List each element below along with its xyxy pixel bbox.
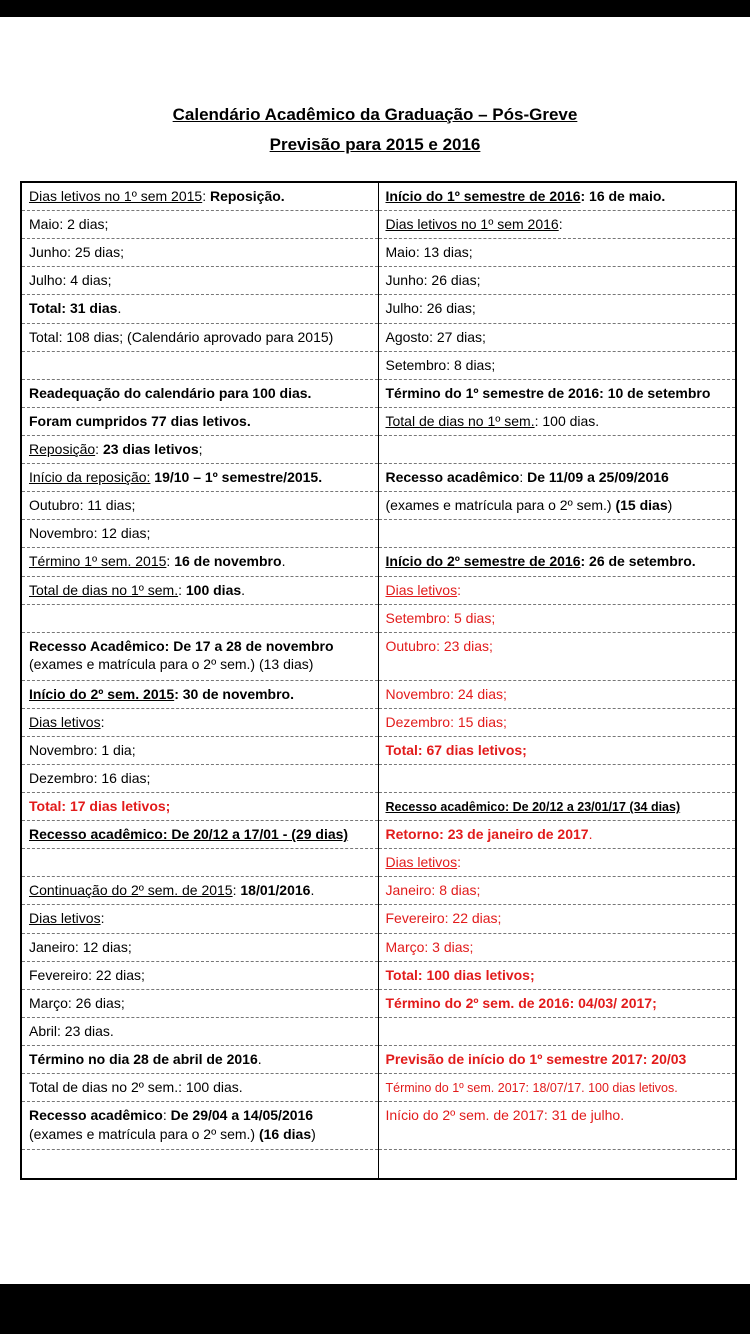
- table-row: [379, 239, 736, 267]
- row-line: [29, 685, 371, 704]
- cell-text: Total: 100 dias letivos;: [385, 966, 535, 983]
- cell-text: Junho: 25 dias;: [29, 244, 124, 261]
- row-line: [29, 440, 371, 459]
- table-row: [379, 183, 736, 211]
- cell-text: Dias letivos: [29, 713, 101, 730]
- row-line: [386, 713, 729, 732]
- row-line: [29, 966, 371, 985]
- row-line: [29, 1125, 371, 1144]
- row-line: [29, 713, 371, 732]
- bottom-bar: [0, 1284, 750, 1334]
- cell-text: Junho: 26 dias;: [385, 272, 481, 289]
- cell-text: Recesso acadêmico: [29, 1107, 163, 1124]
- cell-text: :: [232, 882, 241, 899]
- cell-text: Previsão de início do 1º semestre 2017: 20/03: [385, 1051, 687, 1068]
- cell-text: Total de dias no 2º sem.: 100 dias.: [29, 1079, 243, 1096]
- table-row: [22, 211, 378, 239]
- table-row: [379, 352, 736, 380]
- table-row: [379, 849, 736, 877]
- row-line: [386, 299, 729, 318]
- row-line: [29, 769, 371, 788]
- cell-text: Início do 2º sem. de 2017: 31 de julho.: [385, 1107, 625, 1124]
- row-line: [29, 187, 371, 206]
- cell-text: Total: 31 dias: [29, 300, 118, 317]
- cell-text: .: [117, 300, 122, 317]
- cell-text: 100 dias: [185, 581, 242, 598]
- table-row: [22, 183, 378, 211]
- cell-text: Dezembro: 15 dias;: [385, 713, 507, 730]
- row-line: [29, 655, 371, 674]
- cell-text: :: [162, 1107, 171, 1124]
- table-row: [22, 352, 378, 380]
- table-row: [379, 737, 736, 765]
- row-line: [29, 637, 371, 656]
- table-row: [22, 765, 378, 793]
- table-row: [379, 990, 736, 1018]
- row-line: [386, 581, 729, 600]
- table-row: [22, 408, 378, 436]
- table-row: [22, 548, 378, 576]
- cell-text: Término do 1º semestre de 2016: 10 de setembro: [385, 384, 711, 401]
- cell-text: (16 dias: [258, 1125, 312, 1142]
- table-row: [22, 990, 378, 1018]
- row-line: [386, 994, 729, 1013]
- table-row: [379, 1150, 736, 1178]
- cell-text: Dias letivos no 1º sem 2016: [385, 216, 559, 233]
- cell-text: Abril: 23 dias.: [29, 1022, 114, 1039]
- row-line: [29, 1022, 371, 1041]
- row-line: [29, 938, 371, 957]
- cell-text: Recesso Acadêmico: De 17 a 28 de novembro: [29, 637, 334, 654]
- table-row: [379, 962, 736, 990]
- cell-text: :: [95, 440, 103, 457]
- table-row: [22, 1150, 378, 1178]
- table-row: [379, 520, 736, 548]
- cell-text: Dias letivos: [385, 854, 458, 871]
- table-row: [379, 436, 736, 464]
- cell-text: Outubro: 23 dias;: [385, 637, 493, 654]
- cell-text: Total: 17 dias letivos;: [29, 798, 171, 815]
- cell-text: Recesso acadêmico: [385, 469, 520, 486]
- row-line: [29, 552, 371, 571]
- table-row: [379, 267, 736, 295]
- row-line: [29, 328, 371, 347]
- table-row: [379, 709, 736, 737]
- table-row: [22, 1018, 378, 1046]
- row-line: [29, 299, 371, 318]
- cell-text: Fevereiro: 22 dias;: [29, 966, 145, 983]
- row-line: [386, 496, 729, 515]
- cell-text: ;: [198, 440, 203, 457]
- row-line: [29, 215, 371, 234]
- table-row: [379, 934, 736, 962]
- row-line: [386, 825, 729, 844]
- table-row: [22, 905, 378, 933]
- cell-text: Novembro: 12 dias;: [29, 525, 151, 542]
- cell-text: :: [202, 188, 210, 204]
- row-line: [386, 384, 729, 403]
- table-row: [22, 1102, 378, 1150]
- table-row: [379, 1074, 736, 1102]
- row-line: [386, 609, 729, 628]
- status-bar: [0, 0, 750, 17]
- table-row: [22, 492, 378, 520]
- table-row: [379, 492, 736, 520]
- cell-text: Término 1º sem. 2015: [29, 553, 167, 570]
- cell-text: 23 dias letivos: [102, 440, 199, 457]
- cell-text: ): [667, 497, 673, 514]
- cell-text: Recesso acadêmico: De 20/12 a 23/01/17 (34 dias): [385, 800, 681, 815]
- row-line: [29, 825, 371, 844]
- table-row: [22, 577, 378, 605]
- row-line: [386, 938, 729, 957]
- row-line: [386, 741, 729, 760]
- cell-text: Dias letivos no 1º sem 2015: [29, 188, 203, 204]
- cell-text: Agosto: 27 dias;: [385, 328, 486, 345]
- table-row: [22, 295, 378, 323]
- table-row: [379, 681, 736, 709]
- cell-text: :: [519, 469, 528, 486]
- table-row: [22, 239, 378, 267]
- cell-text: .: [241, 581, 246, 598]
- cell-text: : 100 dias.: [534, 412, 600, 429]
- row-line: [386, 328, 729, 347]
- table-row: [379, 548, 736, 576]
- cell-text: Julho: 4 dias;: [29, 272, 112, 289]
- row-line: [29, 1078, 371, 1097]
- cell-text: Início do 2º semestre de 2016: [385, 553, 581, 570]
- row-line: [29, 797, 371, 816]
- row-line: [386, 187, 729, 206]
- cell-text: 19/10 – 1º semestre/2015.: [154, 469, 323, 486]
- cell-text: :: [100, 910, 105, 927]
- cell-text: (15 dias: [615, 497, 668, 514]
- cell-text: Dezembro: 16 dias;: [29, 769, 151, 786]
- row-line: [29, 524, 371, 543]
- cell-text: Total de dias no 1º sem.: [29, 581, 179, 598]
- page-subtitle: Previsão para 2015 e 2016: [269, 135, 481, 154]
- table-row: [379, 1102, 736, 1150]
- row-line: [29, 1106, 371, 1125]
- cell-text: Janeiro: 12 dias;: [29, 938, 132, 955]
- row-line: [29, 496, 371, 515]
- table-row: [379, 1018, 736, 1046]
- table-row: [379, 211, 736, 239]
- table-row: [379, 605, 736, 633]
- row-line: [29, 741, 371, 760]
- cell-text: Maio: 2 dias;: [29, 216, 109, 233]
- cell-text: Janeiro: 8 dias;: [385, 882, 481, 899]
- table-row: [379, 1046, 736, 1074]
- cell-text: Início do 2º sem. 2015: [29, 685, 175, 702]
- row-line: [29, 994, 371, 1013]
- table-row: [22, 1046, 378, 1074]
- row-line: [29, 581, 371, 600]
- row-line: [29, 271, 371, 290]
- table-row: [22, 962, 378, 990]
- cell-text: Dias letivos: [385, 581, 458, 598]
- row-line: [29, 412, 371, 431]
- table-row: [379, 577, 736, 605]
- table-row: [22, 737, 378, 765]
- row-line: [386, 853, 729, 872]
- table-row: [379, 295, 736, 323]
- row-line: [29, 909, 371, 928]
- table-row: [22, 877, 378, 905]
- table-row: [22, 1074, 378, 1102]
- table-row: [379, 793, 736, 821]
- cell-text: Setembro: 8 dias;: [385, 356, 496, 373]
- cell-text: .: [310, 882, 315, 899]
- table-row: [22, 380, 378, 408]
- cell-text: Início do 1º semestre de 2016: [385, 188, 581, 204]
- cell-text: :: [166, 553, 175, 570]
- cell-text: : 26 de setembro.: [580, 553, 696, 570]
- cell-text: Setembro: 5 dias;: [385, 609, 496, 626]
- cell-text: (exames e matrícula para o 2º sem.): [385, 497, 616, 514]
- cell-text: Outubro: 11 dias;: [29, 497, 136, 514]
- cell-text: : 16 de maio.: [580, 188, 666, 204]
- table-row: [22, 324, 378, 352]
- table-row: [22, 793, 378, 821]
- cell-text: Março: 26 dias;: [29, 994, 125, 1011]
- row-line: [386, 909, 729, 928]
- table-row: [379, 633, 736, 681]
- cell-text: De 11/09 a 25/09/2016: [527, 469, 669, 486]
- table-row: [379, 765, 736, 793]
- cell-text: :: [457, 581, 461, 598]
- cell-text: Dias letivos: [29, 910, 101, 927]
- page-title: Calendário Acadêmico da Graduação – Pós-Greve: [172, 105, 578, 124]
- row-line: [29, 1050, 371, 1069]
- cell-text: ): [311, 1125, 316, 1142]
- cell-text: Recesso acadêmico: De 20/12 a 17/01 - (29 dias): [29, 826, 349, 843]
- row-line: [29, 468, 371, 487]
- row-line: [386, 356, 729, 375]
- cell-text: :: [100, 713, 105, 730]
- cell-text: 18/01/2016: [240, 882, 311, 899]
- table-row: [22, 681, 378, 709]
- cell-text: Reposição: [29, 440, 96, 457]
- cell-text: Término do 2º sem. de 2016: 04/03/ 2017;: [385, 994, 657, 1011]
- cell-text: Término do 1º sem. 2017: 18/07/17. 100 dias letivos.: [385, 1081, 678, 1096]
- table-row: [22, 633, 378, 681]
- table-row: [379, 821, 736, 849]
- cell-text: :: [178, 581, 186, 598]
- table-row: [22, 464, 378, 492]
- cell-text: Readequação do calendário para 100 dias.: [29, 384, 312, 401]
- row-line: [386, 1050, 729, 1069]
- cell-text: (exames e matrícula para o 2º sem.) (13 dias): [29, 656, 314, 673]
- cell-text: De 29/04 a 14/05/2016: [170, 1107, 314, 1124]
- row-line: [386, 797, 729, 817]
- cell-text: : 30 de novembro.: [174, 685, 294, 702]
- row-line: [386, 685, 729, 704]
- cell-text: Novembro: 1 dia;: [29, 741, 136, 758]
- cell-text: :: [457, 854, 461, 871]
- table-row: [22, 849, 378, 877]
- cell-text: Término no dia 28 de abril de 2016: [29, 1051, 258, 1068]
- table-row: [379, 408, 736, 436]
- table-row: [379, 464, 736, 492]
- table-row: [379, 905, 736, 933]
- row-line: [386, 1106, 729, 1125]
- row-line: [29, 384, 371, 403]
- table-row: [379, 877, 736, 905]
- row-line: [386, 881, 729, 900]
- cell-text: 16 de novembro: [174, 553, 282, 570]
- cell-text: Maio: 13 dias;: [385, 244, 473, 261]
- row-line: [29, 881, 371, 900]
- table-row: [22, 821, 378, 849]
- table-row: [379, 380, 736, 408]
- row-line: [386, 552, 729, 571]
- table-row: [379, 324, 736, 352]
- cell-text: (exames e matrícula para o 2º sem.): [29, 1125, 259, 1142]
- cell-text: Total de dias no 1º sem.: [385, 412, 535, 429]
- table-row: [22, 934, 378, 962]
- right-column: [379, 183, 736, 1178]
- cell-text: Fevereiro: 22 dias;: [385, 910, 502, 927]
- table-row: [22, 520, 378, 548]
- cell-text: Retorno: 23 de janeiro de 2017: [385, 826, 589, 843]
- table-row: [22, 436, 378, 464]
- cell-text: Total: 67 dias letivos;: [385, 741, 527, 758]
- table-row: [22, 267, 378, 295]
- cell-text: Reposição.: [209, 188, 285, 204]
- row-line: [386, 271, 729, 290]
- cell-text: Total: 108 dias; (Calendário aprovado para 2015): [29, 328, 334, 345]
- cell-text: .: [257, 1051, 262, 1068]
- row-line: [386, 1078, 729, 1098]
- table-row: [22, 605, 378, 633]
- row-line: [29, 243, 371, 262]
- cell-text: .: [281, 553, 286, 570]
- cell-text: Início da reposição:: [29, 469, 151, 486]
- row-line: [386, 215, 729, 234]
- cell-text: .: [588, 826, 593, 843]
- row-line: [386, 243, 729, 262]
- cell-text: :: [558, 216, 563, 233]
- calendar-table: [20, 181, 737, 1180]
- cell-text: Novembro: 24 dias;: [385, 685, 507, 702]
- left-column: [22, 183, 379, 1178]
- cell-text: Continuação do 2º sem. de 2015: [29, 882, 233, 899]
- row-line: [386, 412, 729, 431]
- row-line: [386, 637, 729, 656]
- row-line: [386, 966, 729, 985]
- cell-text: Foram cumpridos 77 dias letivos.: [29, 412, 251, 429]
- row-line: [386, 468, 729, 487]
- cell-text: Julho: 26 dias;: [385, 300, 476, 317]
- table-row: [22, 709, 378, 737]
- cell-text: Março: 3 dias;: [385, 938, 474, 955]
